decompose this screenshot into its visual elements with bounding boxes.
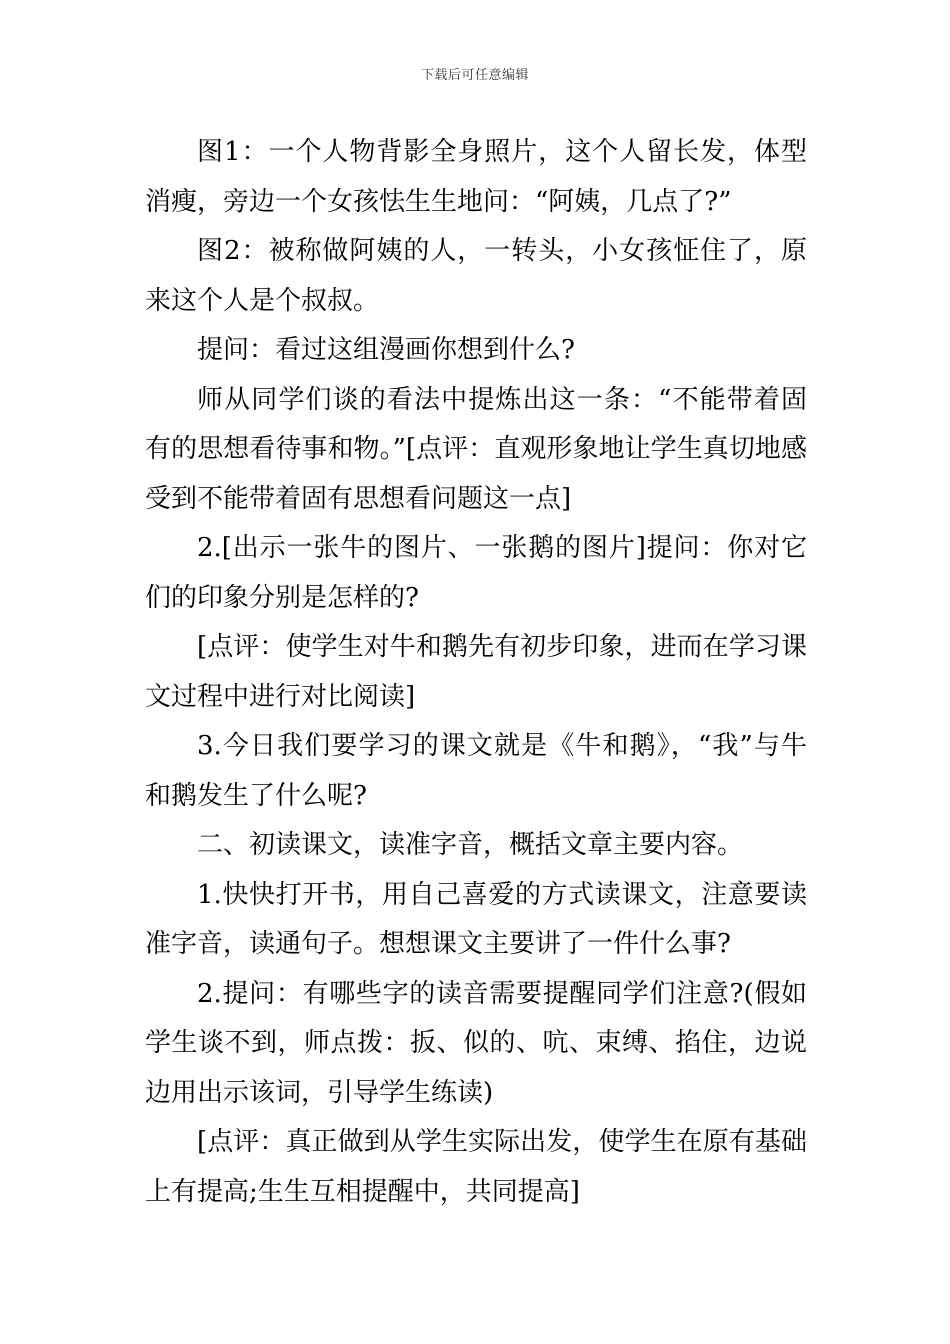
paragraph-reading-step-1: 1.快快打开书，用自己喜爱的方式读课文，注意要读准字音，读通句子。想想课文主要讲了一件什么事? (145, 879, 807, 959)
paragraph-comment-1: [点评：使学生对牛和鹅先有初步印象，进而在学习课文过程中进行对比阅读] (145, 632, 807, 712)
paragraph-teacher-summary: 师从同学们谈的看法中提炼出这一条：“不能带着固有的思想看待事和物。”[点评：直观形象地让学生真切地感受到不能带着固有思想看问题这一点] (145, 384, 807, 514)
paragraph-comment-2: [点评：真正做到从学生实际出发，使学生在原有基础上有提高;生生互相提醒中，共同提高] (145, 1127, 807, 1207)
paragraph-reading-step-2: 2.提问：有哪些字的读音需要提醒同学们注意?(假如学生谈不到，师点拨：扳、似的、吭、束缚、掐住，边说边用出示该词，引导学生练读) (145, 978, 807, 1108)
paragraph-question: 提问：看过这组漫画你想到什么? (197, 335, 575, 365)
document-body (145, 128, 807, 1217)
section-heading-initial-reading: 二、初读课文，读准字音，概括文章主要内容。 (197, 830, 744, 860)
paragraph-step-3: 3.今日我们要学习的课文就是《牛和鹅》，“我”与牛和鹅发生了什么呢? (145, 731, 807, 811)
paragraph-step-2: 2.[出示一张牛的图片、一张鹅的图片]提问：你对它们的印象分别是怎样的? (145, 533, 807, 613)
page-header: 下载后可任意编辑 (420, 68, 529, 83)
paragraph-figure-1: 图1：一个人物背影全身照片，这个人留长发，体型消瘦，旁边一个女孩怯生生地问：“阿姨，几点了?” (145, 137, 807, 217)
paragraph-figure-2: 图2：被称做阿姨的人，一转头，小女孩怔住了，原来这个人是个叔叔。 (145, 236, 807, 316)
